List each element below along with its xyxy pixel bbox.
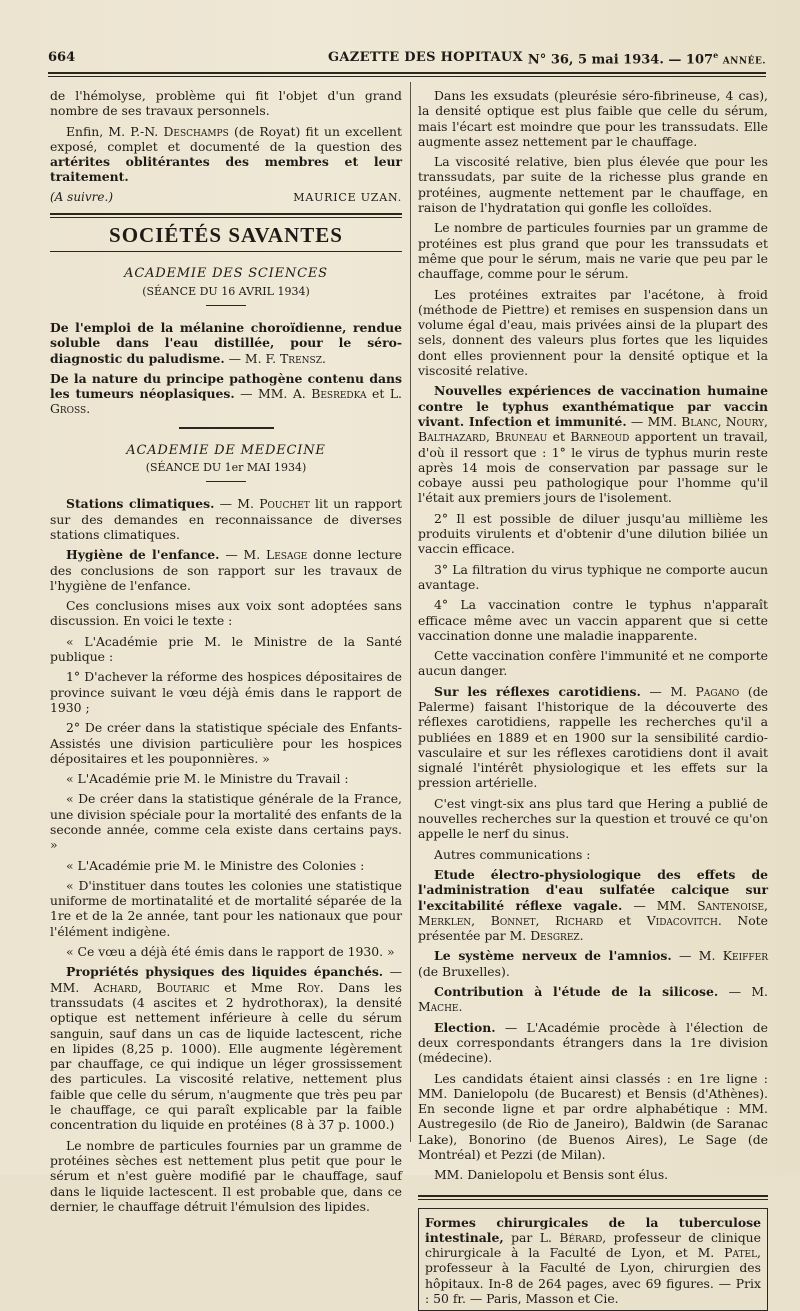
paragraph: La viscosité relative, bien plus élevée que pour les transsudats, par suite de la richesse plus grande en protéines, augmente nettement par le chauffage, en raison de l'hydratation qui gonfle les colloïdes.: [418, 154, 768, 216]
paragraph: « Ce vœu a déjà été émis dans le rapport de 1930. »: [66, 944, 395, 960]
book-notice-rule: [418, 1195, 768, 1200]
issue-number-date: N° 36, 5 mai 1934. — 107: [527, 52, 714, 68]
entry-title: Stations climatiques.: [66, 496, 215, 512]
seance-date-2: (SÉANCE DU 1er MAI 1934): [145, 461, 307, 475]
academy-medecine-heading: ACADEMIE DE MEDECINE: [126, 442, 326, 458]
paragraph: Le nombre de particules fournies par un gramme de protéines est plus grand que pour les transsudats et même que pour le sérum, mais ne varie que peu par le chauffage, comme pour le sérum.: [418, 220, 768, 282]
column-divider: [410, 82, 411, 1142]
author-name: Keiffer: [722, 948, 768, 964]
text-span: — MM.: [622, 897, 698, 913]
text-span: — M. F.: [224, 350, 281, 366]
book-notice: [418, 1208, 768, 1311]
text-span: Dans les transsudats (4 ascites et 2 hydrothorax), la densité optique est nettement inférieure à celle du sérum sanguin, sauf dans un cas de liquide lactescent, riche en lipides (8,25 p. 1000). Elle augmente légèrement par chauffage, ce qui indique un léger grossissement des particules. La viscosité relative, nettement plus faible que celle du sérum, n'augmente que très peu par le chauffage, ce qui paraît explicable par la faible concentration du liquide en protéines (8 à 37 p. 1000.): [50, 979, 402, 1133]
author-name: Pagano: [695, 683, 740, 699]
right-column: [418, 88, 768, 1311]
continued-text-body: de l'hémolyse, problème qui fit l'objet d'un grand nombre de ses travaux personnels.: [50, 88, 402, 119]
journal-title: GAZETTE DES HOPITAUX: [328, 50, 523, 65]
paragraph: Cette vaccination confère l'immunité et ne comporte aucun danger.: [418, 648, 768, 679]
text-span: — MM.: [50, 964, 402, 995]
page-number: 664: [48, 50, 76, 65]
author-name: Bérard,: [559, 1229, 607, 1245]
text-span: Enfin, M. P.-N.: [66, 123, 164, 139]
entry-title: De l'emploi de la mélanine choroïdienne, rendue soluble dans l'eau distillée, pour le séro-diagnostic du paludisme.: [50, 319, 402, 366]
issue-info: [528, 50, 766, 67]
author-name: Blanc, Noury, Balthazard, Bruneau: [418, 413, 768, 445]
text-span: — M.: [671, 948, 723, 964]
reflexes-paragraph: [418, 684, 768, 791]
academy-sciences-heading: ACADEMIE DES SCIENCES: [124, 266, 328, 282]
header-rule-thin: [48, 76, 766, 77]
paragraph: 1° D'achever la réforme des hospices dépositaires de province suivant le vœu déjà émis dans le rapport de 1930 ;: [50, 669, 402, 715]
paragraph: « L'Académie prie M. le Ministre du Travail :: [66, 771, 349, 787]
paragraph: « L'Académie prie M. le Ministre de la Santé publique :: [50, 633, 402, 665]
author-name: Gross.: [50, 401, 91, 417]
entry-title: Propriétés physiques des liquides épanchés.: [66, 964, 384, 980]
section-title: SOCIÉTÉS SAVANTES: [109, 223, 343, 248]
text-span: Note présentée par M.: [418, 912, 768, 944]
issue-annee: ANNÉE.: [722, 56, 766, 67]
entry-title: Hygiène de l'enfance.: [66, 547, 220, 563]
text-span: (de Bruxelles).: [418, 963, 510, 979]
entry-title: Contribution à l'étude de la silicose.: [434, 984, 719, 1000]
author-name: Santenoise, Merklen, Bonnet, Richard: [418, 897, 768, 928]
author-name: Pouchet: [259, 496, 310, 512]
text-span: — MM.: [626, 413, 682, 429]
text-span: professeur de clinique chirurgicale à la Faculté de Lyon, et M.: [425, 1229, 761, 1261]
stations-paragraph: [50, 496, 402, 542]
silicose-paragraph: [418, 984, 768, 1015]
issue-suffix: e: [713, 50, 719, 60]
text-span: et Mme: [209, 979, 298, 995]
text-span: par L.: [503, 1229, 560, 1245]
author-name: Roy.: [297, 979, 324, 995]
text-span: (de Royat) fit un excellent exposé, complet et documenté de la question des: [50, 123, 402, 154]
academy-separator-rule: [179, 427, 274, 429]
paragraph: Les protéines extraites par l'acétone, à froid (méthode de Piettre) et remises en suspension dans un volume égal d'eau, mais privées ainsi de la plupart des sels, donnent des valeurs plus fortes que les liquides dont elles proviennent pour la densité optique et la viscosité relative.: [418, 286, 768, 379]
text-span: — MM. A.: [234, 386, 312, 402]
text-span: donne lecture des conclusions de son rapport sur les travaux de l'hygiène de l'enfance.: [50, 547, 402, 593]
seance-date-1: (SÉANCE DU 16 AVRIL 1934): [142, 284, 310, 298]
paragraph: Les candidats étaient ainsi classés : en 1re ligne : MM. Danielopolu (de Bucarest) et Bensis (d'Athènes). En seconde ligne et par ordre alphabétique : MM. Austregesilo (de Rio de Janeiro), Baldwin (de Saranac Lake), Bonorino (de Buenos Aires), Le Sage (de Montréal) et Pezzi (de Milan).: [418, 1070, 768, 1162]
author-name: Achard, Boutaric: [93, 979, 210, 995]
book-notice-text: [425, 1215, 761, 1307]
deschamps-paragraph: [50, 124, 402, 185]
paragraph: 4° La vaccination contre le typhus n'apparaît efficace même avec un vaccin apparent que si cette vaccination donne une maladie inapparente.: [418, 597, 768, 643]
author-name: Besredka: [311, 386, 367, 402]
text-span: et: [547, 429, 571, 445]
entry-title: Sur les réflexes carotidiens.: [434, 683, 641, 699]
text-span: et: [603, 912, 647, 928]
text-span: lit un rapport sur des demandes en reconnaissance de diverses stations climatiques.: [50, 496, 402, 542]
text-span: — M.: [718, 984, 768, 1000]
hygiene-paragraph: [50, 547, 402, 593]
author-signature: MAURICE UZAN.: [293, 190, 402, 204]
amnios-paragraph: [418, 948, 768, 979]
text-span: et L.: [366, 386, 402, 402]
text-span: apportent un travail, d'où il ressort que : 1° le virus de typhus murin reste après 14 mois de conservation par passage sur le cobaye aussi peu pathologique pour l'homme qu'il l'était aux premiers jours de l'isolement.: [418, 429, 768, 506]
left-column: [50, 88, 402, 1219]
bold-topic: artérites oblitérantes des membres et leur traitement.: [50, 154, 402, 185]
paragraph: 2° Il est possible de diluer jusqu'au millième les produits virulents et d'obtenir d'une dilution biliée un vaccin efficace.: [418, 510, 768, 557]
paragraph: Ces conclusions mises aux voix sont adoptées sans discussion. En voici le texte :: [50, 598, 402, 629]
short-rule: [206, 305, 246, 306]
a-suivre: (A suivre.): [50, 189, 113, 204]
entry-tumeurs: [50, 371, 402, 417]
entry-title: Le système nerveux de l'amnios.: [434, 948, 672, 964]
etude-paragraph: [418, 867, 768, 943]
entry-title: Etude électro-physiologique des effets de l'administration d'eau sulfatée calcique sur l'excitabilité réflexe vagale.: [418, 866, 768, 913]
short-rule: [206, 481, 246, 482]
section-rule: [50, 213, 402, 218]
entry-title: Nouvelles expériences de vaccination humaine contre le typhus exanthématique par vaccin vivant. Infection et immunité.: [418, 383, 768, 429]
paragraph: C'est vingt-six ans plus tard que Hering a publié de nouvelles recherches sur la question et trouvé ce qu'on appelle le nerf du sinus.: [418, 795, 768, 842]
section-title-rule: [50, 251, 402, 252]
paragraph: 2° De créer dans la statistique spéciale des Enfants-Assistés une division particulière pour les hospices dépositaires et les pouponnières. »: [50, 720, 402, 766]
paragraph: 3° La filtration du virus typhique ne comporte aucun avantage.: [418, 561, 768, 592]
autres-heading: Autres communications :: [434, 846, 591, 862]
text-span: — M.: [214, 496, 260, 512]
text-span: professeur à la Faculté de Lyon, chirurgien des hôpitaux. In-8 de 264 pages, avec 69 figures. — Prix : 50 fr. — Paris, Masson et Cie.: [425, 1260, 761, 1307]
header-rule: [48, 72, 766, 74]
paragraph: Le nombre de particules fournies par un gramme de protéines sèches est nettement plus petit que pour le sérum et n'est guère modifié par le chauffage, sauf dans le liquide lactescent. Il est probable que, dans ce dernier, le chauffage détruit l'émulsion des lipides.: [50, 1137, 402, 1214]
entry-title: De la nature du principe pathogène contenu dans les tumeurs néoplasiques.: [50, 370, 402, 402]
entry-melanine: [50, 320, 402, 366]
text-span: — L'Académie procède à l'élection de deux correspondants étrangers dans la 1re division (médecine).: [418, 1019, 768, 1066]
text-span: — M.: [219, 547, 266, 563]
author-name: Patel,: [724, 1245, 761, 1261]
text-span: — M.: [640, 683, 696, 699]
author-name: Trensz.: [280, 350, 326, 366]
author-name: Mache.: [418, 999, 463, 1015]
vaccination-paragraph: [418, 383, 768, 505]
signoff-line: [50, 190, 402, 205]
author-name: Vidacovitch.: [646, 912, 722, 928]
paragraph: « D'instituer dans toutes les colonies une statistique uniforme de mortinatalité et de mortalité séparée de la 1re et de la 2e année, tant pour les nationaux que pour l'élément indigène.: [50, 877, 402, 939]
author-name: Barneoud: [570, 429, 630, 445]
author-name: Lesage: [265, 547, 308, 563]
paragraph: « L'Académie prie M. le Ministre des Colonies :: [66, 857, 365, 873]
book-title: Formes chirurgicales de la tuberculose intestinale,: [425, 1214, 761, 1245]
paragraph: MM. Danielopolu et Bensis sont élus.: [434, 1167, 669, 1183]
running-head: [48, 48, 766, 68]
author-name: Desgrez.: [530, 928, 584, 944]
proprietes-paragraph: [50, 964, 402, 1132]
text-span: (de Palerme) faisant l'historique de la découverte des réflexes carotidiens, rappelle les recherches qu'il a publiées en 1889 et en 1900 sur la sensibilité cardio-vasculaire et sur les réflexes carotidiens dont il avait signalé l'intérêt physiologique et les effets sur la pression artérielle.: [418, 683, 768, 791]
paragraph: « De créer dans la statistique générale de la France, une division spéciale pour la mortalité des enfants de la seconde année, comme cela existe dans certains pays. »: [50, 791, 402, 853]
entry-title: Election.: [434, 1019, 496, 1035]
author-name: Deschamps: [163, 123, 229, 139]
continued-text: [50, 88, 402, 119]
paragraph: Dans les exsudats (pleurésie séro-fibrineuse, 4 cas), la densité optique est plus faible que celle du sérum, mais l'écart est moindre que pour les transsudats. Elle augmente assez nettement par le chauffage.: [418, 88, 768, 149]
election-paragraph: [418, 1020, 768, 1066]
